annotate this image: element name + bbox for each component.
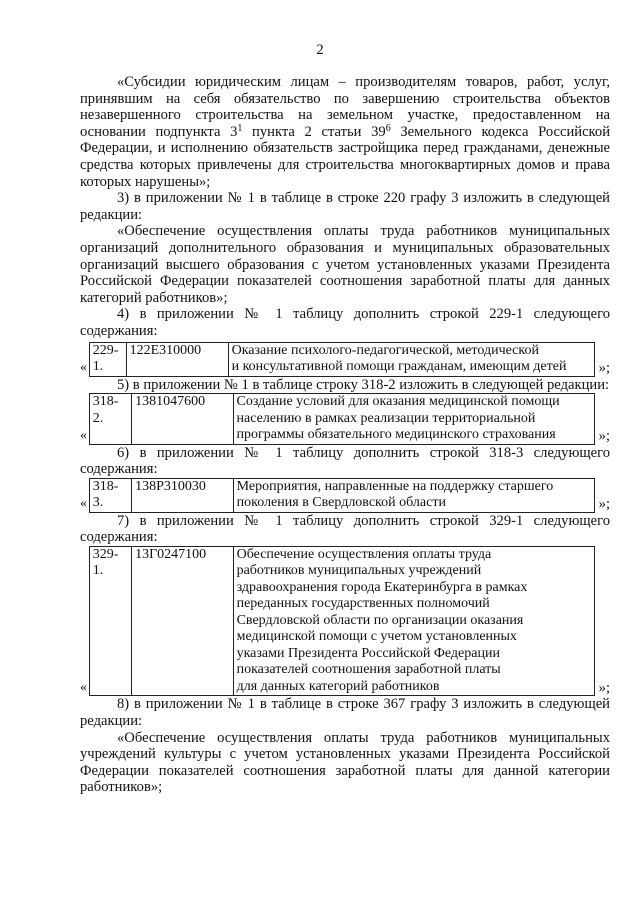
row-number: 329-1. bbox=[89, 546, 131, 696]
row-318-2 bbox=[80, 393, 610, 445]
item-6: 6) в приложении № 1 таблицу дополнить строкой 318-3 следующего содержания: bbox=[80, 444, 610, 478]
row-code: 138Р310030 bbox=[132, 478, 234, 512]
item-8: 8) в приложении № 1 в таблице в строке 367 графу 3 изложить в следующей редакции: bbox=[80, 696, 610, 730]
table-row bbox=[89, 546, 595, 697]
row-code: 122Е310000 bbox=[126, 342, 228, 376]
row-number: 318-3. bbox=[89, 478, 131, 512]
row-318-3 bbox=[80, 478, 610, 513]
table-row bbox=[89, 478, 595, 513]
open-quote: « bbox=[80, 428, 87, 443]
row-description: Создание условий для оказания медицинской помощи населению в рамках реализации территориальной программы обязательного медицинского страхования bbox=[233, 394, 594, 445]
open-quote: « bbox=[80, 359, 87, 375]
row-description: Мероприятия, направленные на поддержку старшего поколения в Свердловской области bbox=[233, 478, 594, 512]
close-quote: »; bbox=[598, 359, 610, 376]
subsidy-paragraph: «Субсидии юридическим лицам – производителям товаров, работ, услуг, принявшим на себя обязательство по завершению строительства объектов незавершенного строительства на земельном участке, предоставленном на основании подпункта $3^1$ пункта 2 статьи $39^6$ Земельного кодекса Российской Федерации, и исполнению обязательств застройщика перед гражданами, денежные средства которых привлечены для строительства многоквартирных домов и права которых нарушены»; bbox=[80, 74, 611, 190]
item-3: 3) в приложении № 1 в таблице в строке 220 графу 3 изложить в следующей редакции: bbox=[80, 190, 610, 223]
row-description: Обеспечение осуществления оплаты труда работников муниципальных учреждений здравоохранения города Екатеринбурга в рамках переданных государственных полномочий Свердловской области по организации оказания медицинской помощи с учетом установленных указами Президента Российской Федерации показателей соотношения заработной платы для данных категорий работников bbox=[233, 546, 594, 696]
item-5: 5) в приложении № 1 в таблице строку 318-2 изложить в следующей редакции: bbox=[117, 376, 610, 393]
item-4: 4) в приложении № 1 таблицу дополнить строкой 229-1 следующего содержания: bbox=[80, 306, 610, 339]
document-body bbox=[80, 74, 610, 796]
open-quote: « bbox=[80, 679, 87, 695]
row-229-1 bbox=[80, 342, 610, 377]
row-description: Оказание психолого-педагогической, методической и консультативной помощи гражданам, имеющим детей bbox=[228, 342, 594, 376]
open-quote: « bbox=[80, 496, 87, 512]
row-number: 229-1. bbox=[89, 342, 126, 376]
row-number: 318-2. bbox=[89, 394, 131, 445]
row-329-1 bbox=[80, 546, 610, 697]
row-code: 13Г0247100 bbox=[132, 546, 234, 696]
close-quote: »; bbox=[598, 428, 610, 444]
close-quote: »; bbox=[598, 496, 610, 513]
item-3-quote: «Обеспечение осуществления оплаты труда работников муниципальных организаций дополнительного образования и муниципальных образовательных организаций высшего образования с учетом установленных указами Президента Российской Федерации показателей соотношения заработной платы для данных категорий работников»; bbox=[80, 223, 610, 306]
item-7: 7) в приложении № 1 таблицу дополнить строкой 329-1 следующего содержания: bbox=[80, 512, 610, 546]
table-row bbox=[89, 393, 595, 445]
row-code: 1381047600 bbox=[132, 394, 233, 445]
item-8-quote: «Обеспечение осуществления оплаты труда работников муниципальных учреждений культуры с учетом установленных указами Президента Российской Федерации показателей соотношения заработной платы для данной категории работников»; bbox=[80, 729, 610, 796]
page-number: 2 bbox=[316, 42, 324, 58]
table-row bbox=[89, 342, 595, 377]
close-quote: »; bbox=[598, 679, 610, 696]
